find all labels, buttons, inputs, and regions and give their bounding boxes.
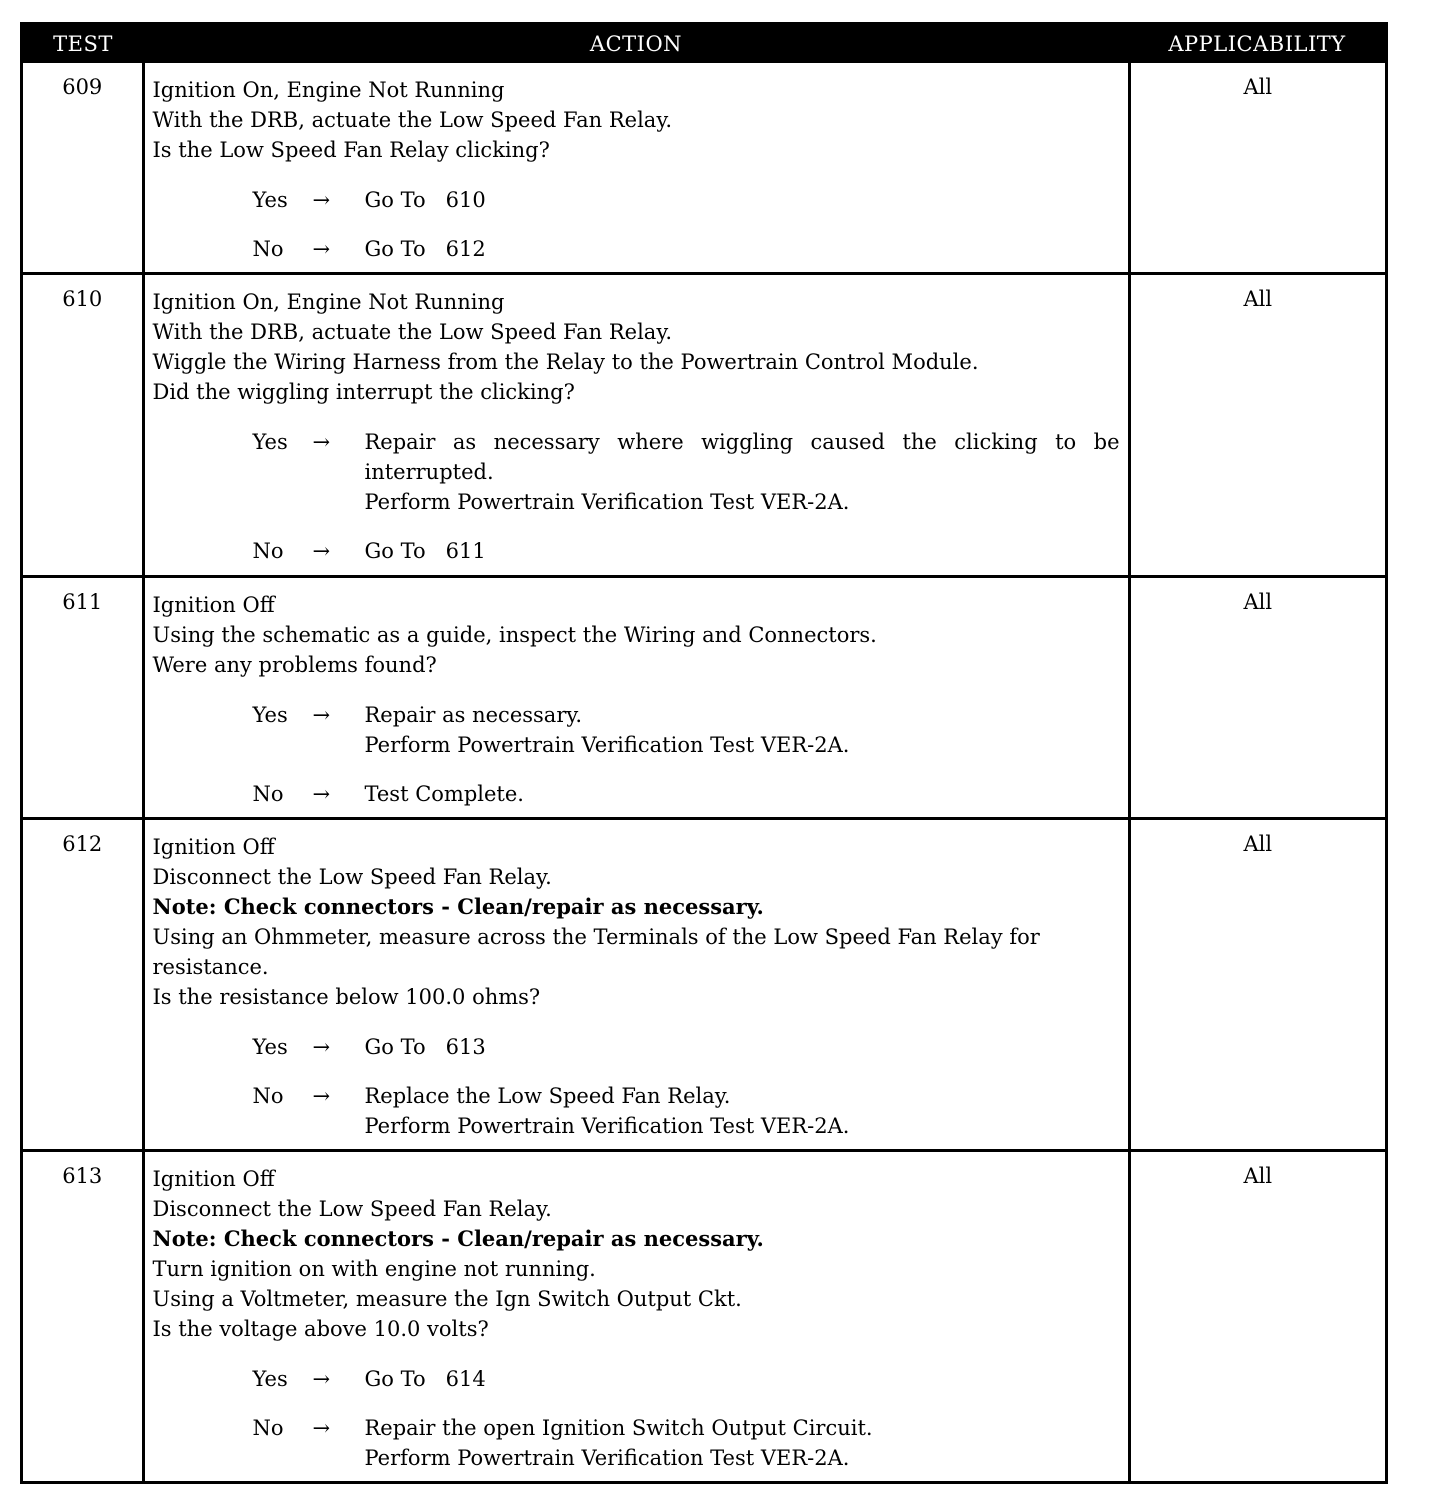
action-step: Ignition Off: [152, 834, 275, 859]
test-table: [23, 25, 1385, 1481]
action-step: Using an Ohmmeter, measure across the Terminals of the Low Speed Fan Relay for resistance.: [152, 924, 1040, 979]
no-label: No: [252, 1415, 284, 1440]
action-step: Did the wiggling interrupt the clicking?: [152, 380, 575, 405]
action-step: With the DRB, actuate the Low Speed Fan Relay.: [152, 320, 673, 345]
no-answer: [253, 1081, 1120, 1141]
action-step: Wiggle the Wiring Harness from the Relay to the Powertrain Control Module.: [152, 350, 979, 375]
arrow-icon: →: [312, 702, 331, 727]
action-cell: [143, 576, 1129, 818]
no-outcome: [365, 1413, 1120, 1473]
action-note: Note: Check connectors - Clean/repair as necessary.: [152, 1225, 764, 1251]
outcome-line: Go To 612: [364, 237, 486, 261]
action-step: Disconnect the Low Speed Fan Relay.: [152, 864, 552, 889]
no-label: No: [252, 237, 284, 261]
yes-answer: [253, 1032, 1120, 1062]
test-number: 609: [23, 63, 143, 274]
action-step: Ignition On, Engine Not Running: [152, 78, 505, 102]
applicability: All: [1129, 63, 1385, 274]
action-cell: [143, 818, 1129, 1150]
action-step: Is the Low Speed Fan Relay clicking?: [152, 138, 550, 162]
outcome-line: Repair the open Ignition Switch Output Circuit.: [364, 1415, 873, 1440]
table-row: [23, 274, 1385, 577]
action-step: Is the voltage above 10.0 volts?: [152, 1316, 489, 1341]
no-answer: [253, 234, 1120, 264]
table-row: [23, 576, 1385, 818]
header-test: TEST: [23, 25, 143, 63]
action-note: Note: Check connectors - Clean/repair as necessary.: [152, 893, 764, 919]
no-outcome: [365, 234, 1120, 264]
test-number: 613: [23, 1150, 143, 1481]
no-outcome: [365, 1081, 1120, 1141]
yes-answer: [253, 700, 1120, 760]
yes-label: Yes: [252, 1034, 288, 1059]
header-applicability: APPLICABILITY: [1129, 25, 1385, 63]
action-step: Is the resistance below 100.0 ohms?: [152, 984, 541, 1009]
arrow-icon: →: [312, 1415, 331, 1440]
outcome-line: Perform Powertrain Verification Test VER-2A.: [364, 1113, 850, 1138]
action-step: Using a Voltmeter, measure the Ign Switch Output Ckt.: [152, 1286, 742, 1311]
outcome-line: Perform Powertrain Verification Test VER-2A.: [364, 1445, 850, 1470]
diagnostic-test-table: [20, 22, 1388, 1484]
no-answer: [253, 1413, 1120, 1473]
action-cell: [143, 1150, 1129, 1481]
header-action: ACTION: [143, 25, 1129, 63]
arrow-icon: →: [312, 539, 331, 564]
table-row: [23, 818, 1385, 1150]
table-row: [23, 1150, 1385, 1481]
action-step: Were any problems found?: [152, 652, 437, 677]
arrow-icon: →: [312, 188, 331, 212]
action-step: Ignition Off: [152, 1166, 275, 1191]
outcome-line: Go To 613: [364, 1034, 486, 1059]
outcome-line: Go To 614: [364, 1366, 486, 1391]
arrow-icon: →: [312, 1366, 331, 1391]
outcome-line: Go To 610: [364, 188, 486, 212]
action-step: Disconnect the Low Speed Fan Relay.: [152, 1196, 552, 1221]
no-outcome: [365, 779, 1120, 809]
arrow-icon: →: [312, 781, 331, 806]
yes-answer: [253, 1364, 1120, 1394]
no-answer: [253, 536, 1120, 566]
table-row: [23, 63, 1385, 274]
yes-outcome: [365, 185, 1120, 215]
no-label: No: [252, 781, 284, 806]
table-body: [23, 63, 1385, 1481]
yes-label: Yes: [252, 1366, 288, 1391]
arrow-icon: →: [312, 1083, 331, 1108]
action-step: Ignition Off: [152, 592, 275, 617]
outcome-line: Replace the Low Speed Fan Relay.: [364, 1083, 731, 1108]
action-cell: [143, 63, 1129, 274]
yes-answer: [253, 185, 1120, 215]
outcome-line: Perform Powertrain Verification Test VER-2A.: [364, 732, 850, 757]
applicability: All: [1129, 1150, 1385, 1481]
action-step: Using the schematic as a guide, inspect the Wiring and Connectors.: [152, 622, 877, 647]
arrow-icon: →: [312, 430, 331, 455]
no-outcome: [365, 536, 1120, 566]
no-label: No: [252, 539, 284, 564]
action-cell: [143, 274, 1129, 577]
action-step: With the DRB, actuate the Low Speed Fan Relay.: [152, 108, 673, 132]
yes-outcome: [365, 700, 1120, 760]
arrow-icon: →: [312, 237, 331, 261]
applicability: All: [1129, 274, 1385, 577]
header-row: [23, 25, 1385, 63]
yes-outcome: [364, 427, 1127, 517]
outcome-line: Perform Powertrain Verification Test VER-2A.: [364, 490, 850, 515]
yes-label: Yes: [252, 702, 288, 727]
outcome-line: Repair as necessary where wiggling caused the clicking to be interrupted.: [364, 430, 1127, 485]
yes-label: Yes: [252, 188, 288, 212]
yes-outcome: [365, 1364, 1120, 1394]
yes-outcome: [365, 1032, 1120, 1062]
test-number: 612: [23, 818, 143, 1150]
yes-label: Yes: [252, 430, 288, 455]
applicability: All: [1129, 818, 1385, 1150]
action-step: Turn ignition on with engine not running.: [152, 1256, 596, 1281]
action-step: Ignition On, Engine Not Running: [152, 290, 505, 315]
outcome-line: Repair as necessary.: [364, 702, 583, 727]
no-label: No: [252, 1083, 284, 1108]
outcome-line: Test Complete.: [364, 781, 524, 806]
outcome-line: Go To 611: [364, 539, 486, 564]
yes-answer: [252, 427, 1127, 517]
applicability: All: [1129, 576, 1385, 818]
no-answer: [253, 779, 1120, 809]
test-number: 610: [23, 274, 143, 577]
arrow-icon: →: [312, 1034, 331, 1059]
test-number: 611: [23, 576, 143, 818]
